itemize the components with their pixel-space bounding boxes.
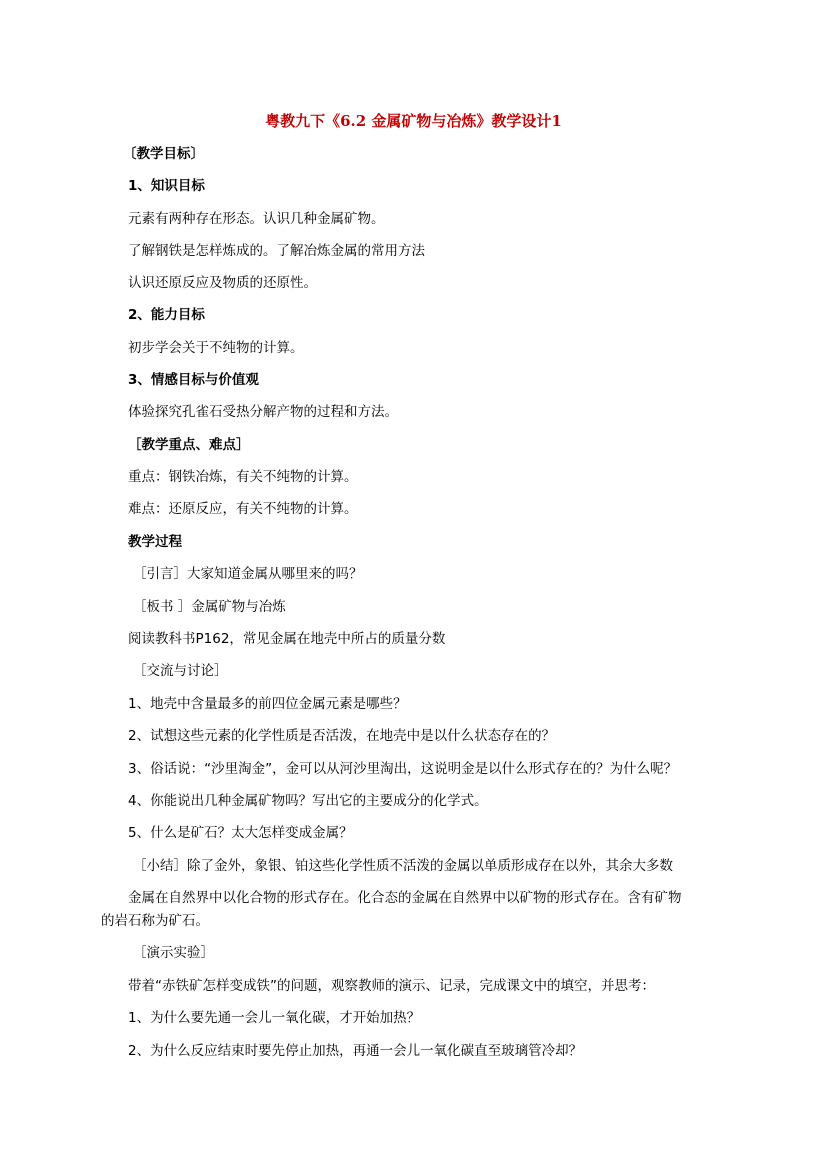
paragraph: 难点：还原反应，有关不纯物的计算。	[128, 501, 358, 517]
paragraph: 的岩石称为矿石。	[101, 913, 209, 929]
paragraph: 了解钢铁是怎样炼成的。了解冶炼金属的常用方法	[128, 243, 425, 259]
paragraph: 带着“赤铁矿怎样变成铁”的问题，观察教师的演示、记录，完成课文中的填空，并思考：	[128, 978, 655, 994]
paragraph: 认识还原反应及物质的还原性。	[128, 275, 317, 291]
paragraph: 金属在自然界中以化合物的形式存在。化合态的金属在自然界中以矿物的形式存在。含有矿物	[128, 890, 682, 906]
paragraph: ［板书 ］金属矿物与冶炼	[133, 599, 286, 615]
subheading-knowledge-goals: 1、知识目标	[128, 178, 205, 194]
paragraph: ［演示实验］	[133, 945, 214, 961]
list-item: 2、为什么反应结束时要先停止加热，再通一会儿一氧化碳直至玻璃管冷却？	[128, 1043, 583, 1059]
subheading-emotion-goals: 3、情感目标与价值观	[128, 372, 259, 388]
subheading-ability-goals: 2、能力目标	[128, 307, 205, 323]
paragraph: ［引言］大家知道金属从哪里来的吗？	[133, 566, 363, 582]
paragraph: 重点：钢铁冶炼，有关不纯物的计算。	[128, 469, 358, 485]
paragraph: ［交流与讨论］	[133, 663, 228, 679]
section-heading-teaching-process: 教学过程	[128, 534, 182, 550]
list-item: 1、地壳中含量最多的前四位金属元素是哪些？	[128, 696, 407, 712]
list-item: 1、为什么要先通一会儿一氧化碳，才开始加热？	[128, 1010, 421, 1026]
list-item: 5、什么是矿石？太大怎样变成金属？	[128, 825, 353, 841]
section-heading-key-points: ［教学重点、难点］	[128, 437, 250, 453]
list-item: 4、你能说出几种金属矿物吗？写出它的主要成分的化学式。	[128, 793, 488, 809]
paragraph: 初步学会关于不纯物的计算。	[128, 340, 304, 356]
section-heading-teaching-goals: 〔教学目标〕	[123, 146, 204, 162]
paragraph: 阅读教科书P162，常见金属在地壳中所占的质量分数	[128, 631, 446, 647]
paragraph: 元素有两种存在形态。认识几种金属矿物。	[128, 211, 385, 227]
document-title: 粤教九下《6.2 金属矿物与冶炼》教学设计1	[265, 112, 562, 130]
list-item: 2、试想这些元素的化学性质是否活泼，在地壳中是以什么状态存在的？	[128, 728, 556, 744]
list-item: 3、俗话说：“沙里淘金”，金可以从河沙里淘出，这说明金是以什么形式存在的？为什么呢？	[128, 761, 678, 777]
paragraph: ［小结］除了金外，象银、铂这些化学性质不活泼的金属以单质形成存在以外，其余大多数	[133, 858, 673, 874]
paragraph: 体验探究孔雀石受热分解产物的过程和方法。	[128, 404, 398, 420]
